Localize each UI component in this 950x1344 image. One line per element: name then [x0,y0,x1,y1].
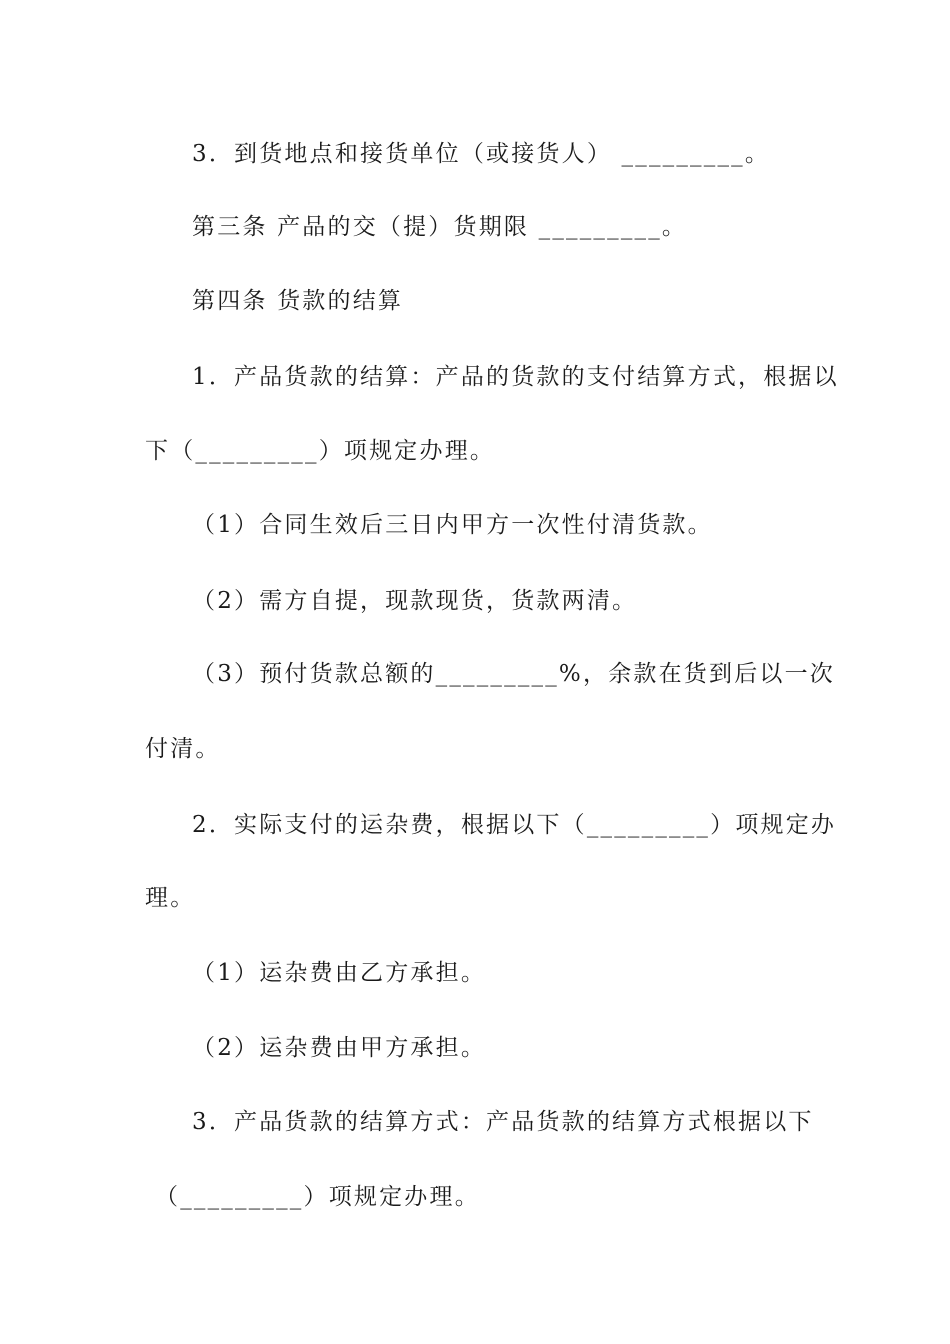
freight-option-one: （1）运杂费由乙方承担。 [192,960,487,986]
option-three-prepayment-cont: 付清。 [145,736,221,762]
clause-freight-charges: 2．实际支付的运杂费，根据以下（_________）项规定办 [192,812,837,838]
clause-payment-settlement: 1．产品货款的结算：产品的货款的支付结算方式，根据以 [192,364,839,390]
article-four-heading: 第四条 货款的结算 [192,288,404,314]
option-one-full-payment: （1）合同生效后三日内甲方一次性付清货款。 [192,512,713,538]
clause-freight-charges-cont: 理。 [145,885,196,911]
clause-delivery-location: 3．到货地点和接货单位（或接货人） _________。 [192,141,771,167]
clause-settlement-method: 3．产品货款的结算方式：产品货款的结算方式根据以下 [192,1109,814,1135]
option-two-cash-on-pickup: （2）需方自提，现款现货，货款两清。 [192,588,638,614]
freight-option-two: （2）运杂费由甲方承担。 [192,1035,487,1061]
clause-settlement-method-cont: （_________）项规定办理。 [155,1184,480,1210]
option-three-prepayment: （3）预付货款总额的_________%，余款在货到后以一次 [192,661,835,687]
article-three-delivery-period: 第三条 产品的交（提）货期限 _________。 [192,214,688,240]
clause-payment-settlement-cont: 下（_________）项规定办理。 [145,438,496,464]
